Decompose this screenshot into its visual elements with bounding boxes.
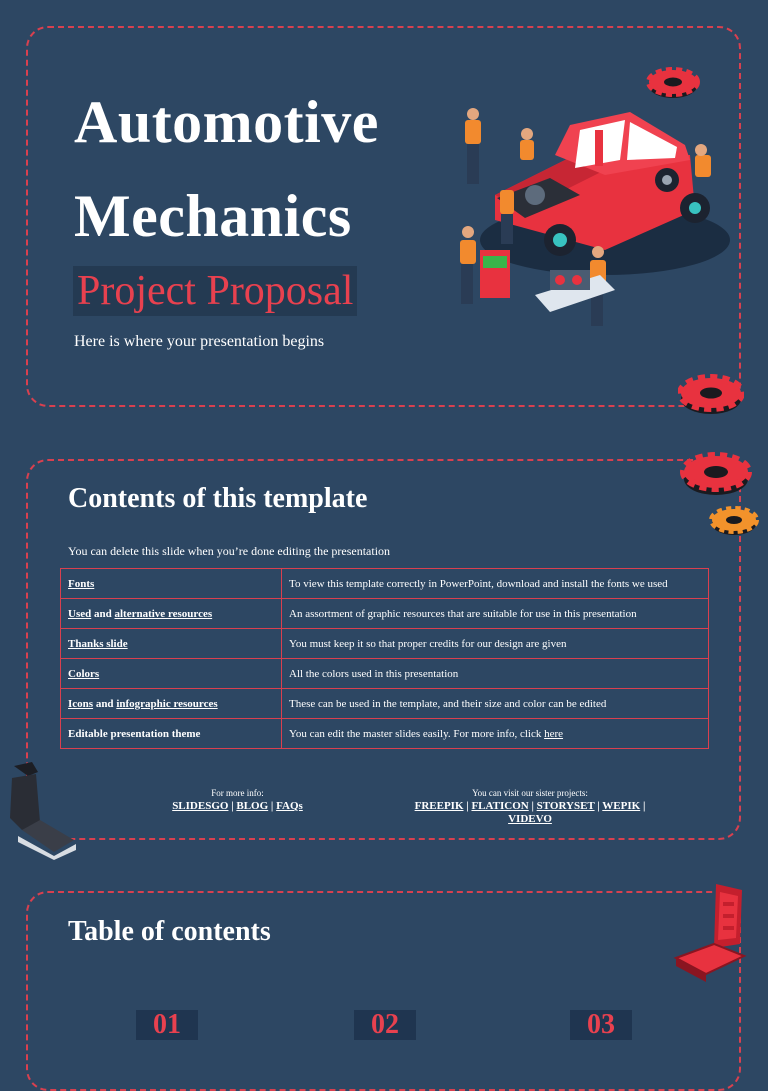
toc-number: 03 <box>570 1010 632 1040</box>
blog-link[interactable]: BLOG <box>236 800 269 812</box>
used-link[interactable]: Used <box>68 607 92 620</box>
table-row <box>61 599 709 629</box>
slidesgo-link[interactable]: SLIDESGO <box>172 800 229 812</box>
freepik-link[interactable]: FREEPIK <box>414 800 464 812</box>
resources-table <box>60 568 709 749</box>
table-cell: Editable presentation theme <box>61 719 282 749</box>
table-cell: All the colors used in this presentation <box>282 659 709 689</box>
fonts-link[interactable]: Fonts <box>68 577 95 590</box>
contents-description: You can delete this slide when you’re done editing the presentation <box>68 544 391 558</box>
table-cell: These can be used in the template, and their size and color can be edited <box>282 689 709 719</box>
table-row <box>61 569 709 599</box>
car-seat-icon <box>668 878 754 990</box>
toc-number: 02 <box>354 1010 416 1040</box>
table-row <box>61 689 709 719</box>
footer-label: For more info: <box>211 788 264 798</box>
table-cell: You must keep it so that proper credits for our design are given <box>282 629 709 659</box>
colors-link[interactable]: Colors <box>68 667 100 680</box>
infographic-resources-link[interactable]: infographic resources <box>116 697 218 710</box>
toc-number: 01 <box>136 1010 198 1040</box>
gear-icon <box>680 446 752 498</box>
toc-title: Table of contents <box>68 916 271 947</box>
footer-sister-projects: You can visit our sister projects: FREEPIK | FLATICON | STORYSET | WEPIK | VIDEVO <box>410 787 650 826</box>
cell-text: and <box>93 697 117 710</box>
cover-subtitle: Project Proposal <box>77 268 354 314</box>
alternative-resources-link[interactable]: alternative resources <box>114 607 213 620</box>
flaticon-link[interactable]: FLATICON <box>471 800 529 812</box>
faqs-link[interactable]: FAQs <box>276 800 303 812</box>
thanks-slide-link[interactable]: Thanks slide <box>68 637 128 650</box>
car-seat-icon <box>4 760 80 860</box>
table-row <box>61 659 709 689</box>
gear-icon <box>708 502 760 538</box>
table-row <box>61 629 709 659</box>
table-cell: To view this template correctly in PowerPoint, download and install the fonts we used <box>282 569 709 599</box>
storyset-link[interactable]: STORYSET <box>536 800 595 812</box>
here-link[interactable]: here <box>544 727 564 740</box>
videvo-link[interactable]: VIDEVO <box>508 813 552 825</box>
table-cell: An assortment of graphic resources that are suitable for use in this presentation <box>282 599 709 629</box>
icons-link[interactable]: Icons <box>68 697 94 710</box>
footer-more-info: For more info: SLIDESGO | BLOG | FAQs <box>150 787 325 813</box>
gear-icon <box>678 368 744 418</box>
table-row <box>61 719 709 749</box>
wepik-link[interactable]: WEPIK <box>602 800 641 812</box>
cover-title-line-2: Mechanics <box>74 183 352 249</box>
cover-tagline: Here is where your presentation begins <box>74 333 325 350</box>
footer-label: You can visit our sister projects: <box>472 788 588 798</box>
cell-text: and <box>91 607 115 620</box>
car-repair-illustration <box>455 100 750 350</box>
cell-text: You can edit the master slides easily. For more info, click <box>289 727 545 740</box>
subtitle-highlight <box>73 266 357 316</box>
gear-icon <box>646 62 700 102</box>
contents-title: Contents of this template <box>68 483 368 514</box>
cover-title-line-1: Automotive <box>74 89 379 155</box>
